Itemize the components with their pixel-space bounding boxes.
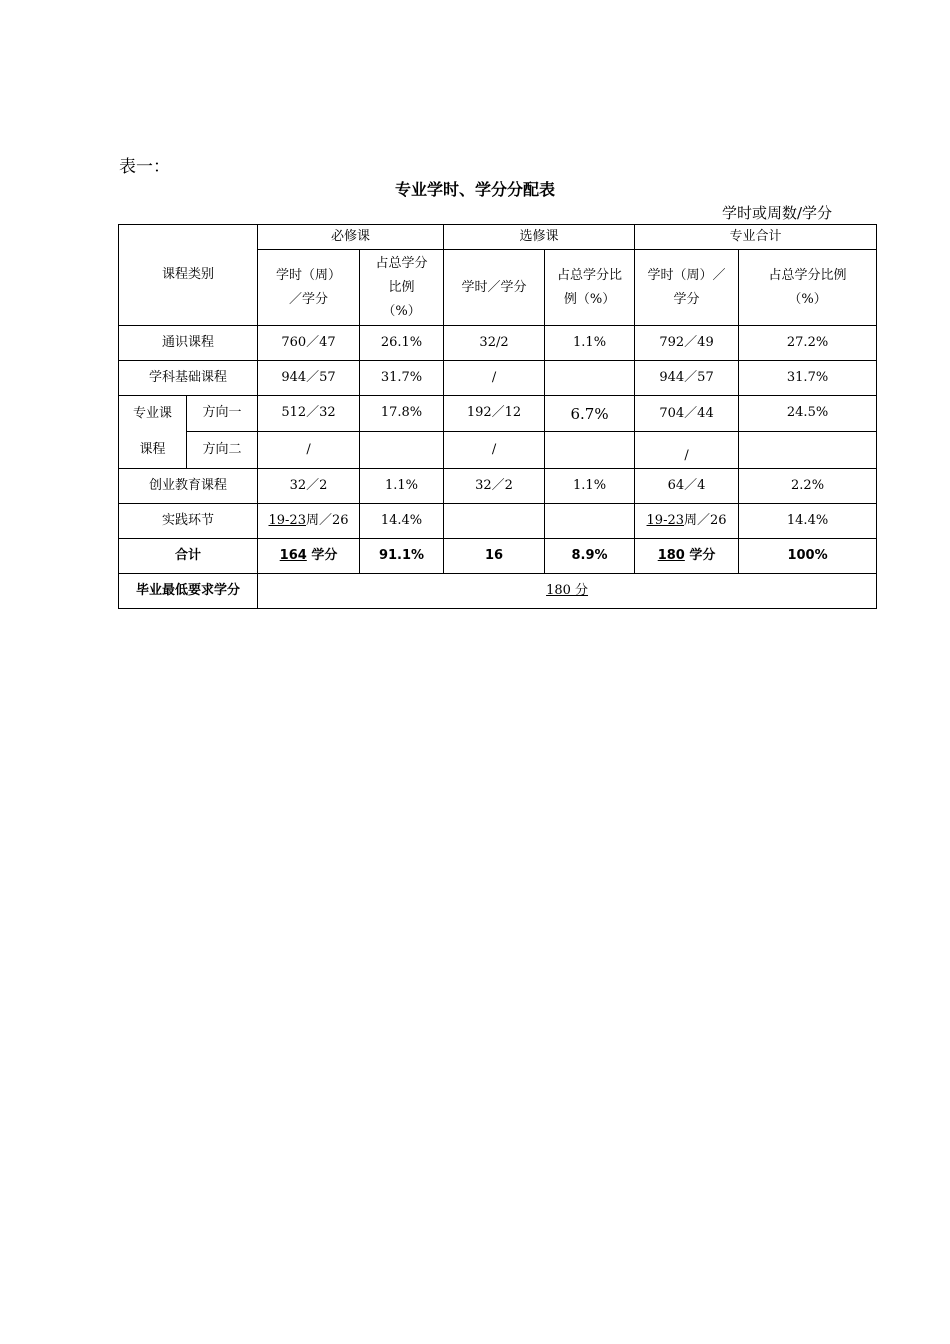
- cell-req-hours: 512／32: [258, 396, 360, 432]
- cell-tot-ratio: 14.4%: [739, 504, 877, 539]
- cell-req-hours: /: [258, 432, 360, 469]
- row-name-major: 专业课 课程: [119, 396, 187, 469]
- cell-ele-ratio: 8.9%: [545, 539, 635, 574]
- table-caption: 表一：: [119, 157, 170, 177]
- cell-ele-ratio: [545, 432, 635, 469]
- cell-ele-ratio: 1.1%: [545, 469, 635, 504]
- cell-tot-ratio: 2.2%: [739, 469, 877, 504]
- row-name-graduation: 毕业最低要求学分: [119, 574, 258, 609]
- cell-req-ratio: 91.1%: [360, 539, 444, 574]
- row-name-dir1: 方向一: [187, 396, 258, 432]
- table-row: [119, 574, 877, 609]
- table-row: [119, 361, 877, 396]
- credit-allocation-table: [118, 224, 877, 609]
- cell-req-ratio: [360, 432, 444, 469]
- table-row: [119, 539, 877, 574]
- cell-ele-hours: 16: [444, 539, 545, 574]
- cell-tot-hours: 944／57: [635, 361, 739, 396]
- cell-ele-ratio: [545, 504, 635, 539]
- header-tot-ratio: 占总学分比例 （%）: [739, 250, 877, 326]
- cell-ele-hours: 32/2: [444, 326, 545, 361]
- header-required: 必修课: [258, 225, 444, 250]
- unit-note: 学时或周数/学分: [721, 204, 832, 222]
- cell-tot-ratio: 27.2%: [739, 326, 877, 361]
- table-title: 专业学时、学分分配表: [394, 180, 555, 199]
- cell-ele-hours: /: [444, 432, 545, 469]
- row-name-sum: 合计: [119, 539, 258, 574]
- cell-tot-hours: 704／44: [635, 396, 739, 432]
- header-elective: 选修课: [444, 225, 635, 250]
- cell-req-hours: 164 学分: [258, 539, 360, 574]
- header-tot-hours: 学时（周）／ 学分: [635, 250, 739, 326]
- cell-req-hours: 944／57: [258, 361, 360, 396]
- cell-ele-hours: 32／2: [444, 469, 545, 504]
- cell-tot-ratio: [739, 432, 877, 469]
- row-name-general: 通识课程: [119, 326, 258, 361]
- cell-req-ratio: 26.1%: [360, 326, 444, 361]
- cell-graduation-value: 180 分: [258, 574, 877, 609]
- cell-req-hours: 19-23周／26: [258, 504, 360, 539]
- cell-tot-ratio: 31.7%: [739, 361, 877, 396]
- header-ele-ratio: 占总学分比 例（%）: [545, 250, 635, 326]
- cell-ele-hours: 192／12: [444, 396, 545, 432]
- table-row: [119, 504, 877, 539]
- header-total: 专业合计: [635, 225, 877, 250]
- header-row: [119, 225, 877, 250]
- cell-tot-hours: /: [635, 432, 739, 469]
- cell-tot-ratio: 100%: [739, 539, 877, 574]
- cell-ele-hours: [444, 504, 545, 539]
- cell-req-hours: 32／2: [258, 469, 360, 504]
- header-req-ratio: 占总学分 比例 （%）: [360, 250, 444, 326]
- cell-tot-hours: 19-23周／26: [635, 504, 739, 539]
- table-row: [119, 432, 877, 469]
- cell-req-ratio: 1.1%: [360, 469, 444, 504]
- cell-ele-hours: /: [444, 361, 545, 396]
- cell-ele-ratio: 1.1%: [545, 326, 635, 361]
- cell-ele-ratio: 6.7%: [545, 396, 635, 432]
- table-row: [119, 326, 877, 361]
- row-name-practice: 实践环节: [119, 504, 258, 539]
- row-name-foundation: 学科基础课程: [119, 361, 258, 396]
- row-name-dir2: 方向二: [187, 432, 258, 469]
- header-category: 课程类别: [119, 225, 258, 326]
- row-name-innovation: 创业教育课程: [119, 469, 258, 504]
- cell-tot-hours: 64／4: [635, 469, 739, 504]
- cell-req-ratio: 14.4%: [360, 504, 444, 539]
- header-ele-hours: 学时／学分: [444, 250, 545, 326]
- cell-req-ratio: 17.8%: [360, 396, 444, 432]
- cell-req-hours: 760／47: [258, 326, 360, 361]
- cell-tot-hours: 180 学分: [635, 539, 739, 574]
- header-req-hours: 学时（周） ／学分: [258, 250, 360, 326]
- cell-ele-ratio: [545, 361, 635, 396]
- table-row: [119, 396, 877, 432]
- cell-req-ratio: 31.7%: [360, 361, 444, 396]
- cell-tot-hours: 792／49: [635, 326, 739, 361]
- cell-tot-ratio: 24.5%: [739, 396, 877, 432]
- table-row: [119, 469, 877, 504]
